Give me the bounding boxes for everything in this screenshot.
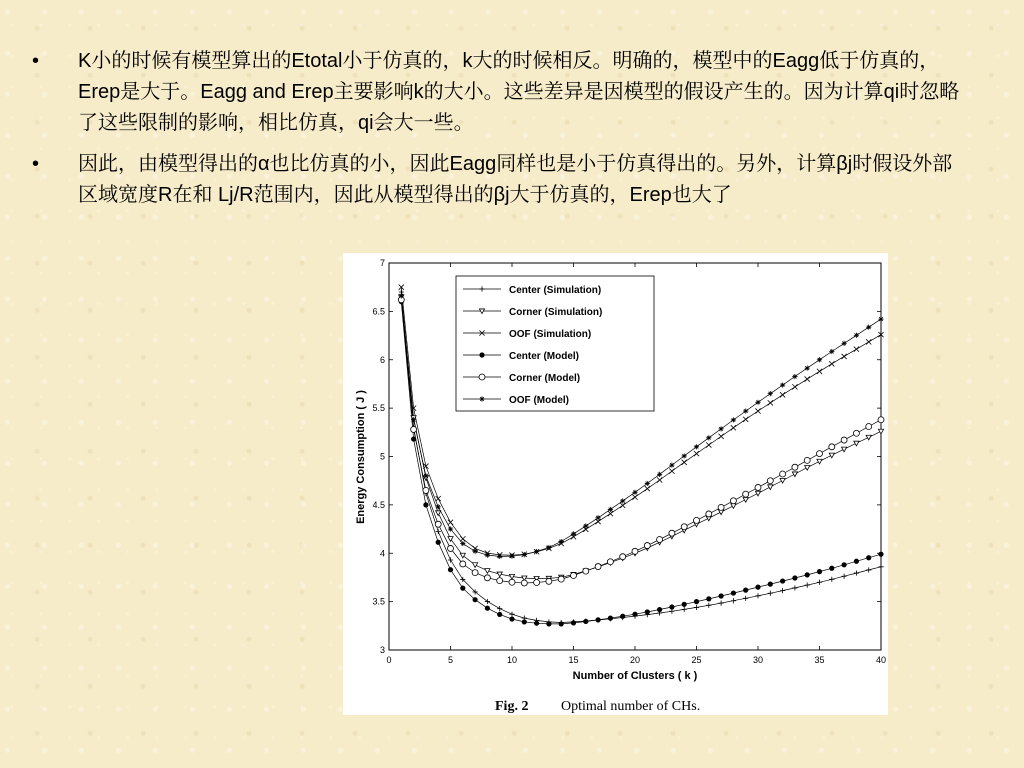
data-point bbox=[448, 545, 454, 551]
data-point bbox=[558, 576, 564, 582]
data-point bbox=[497, 612, 502, 617]
data-point bbox=[743, 491, 749, 497]
data-point bbox=[842, 341, 847, 346]
legend-marker bbox=[479, 396, 484, 401]
legend-label: Center (Simulation) bbox=[509, 285, 602, 296]
data-point bbox=[866, 555, 871, 560]
data-point bbox=[522, 619, 527, 624]
data-point bbox=[583, 568, 589, 574]
data-point bbox=[645, 609, 650, 614]
y-tick-label: 3.5 bbox=[372, 596, 385, 607]
x-tick-label: 30 bbox=[752, 655, 764, 665]
data-point bbox=[632, 548, 638, 554]
data-point bbox=[546, 578, 552, 584]
bullet-item bbox=[30, 46, 970, 139]
data-point bbox=[682, 453, 687, 458]
data-point bbox=[767, 478, 773, 484]
legend-box bbox=[456, 276, 654, 411]
data-point bbox=[460, 561, 466, 567]
data-point bbox=[583, 523, 588, 528]
data-point bbox=[509, 616, 514, 621]
data-point bbox=[854, 559, 859, 564]
data-point bbox=[509, 554, 514, 559]
data-point bbox=[571, 573, 577, 579]
bullet-dot: • bbox=[32, 50, 40, 72]
data-point bbox=[571, 531, 576, 536]
data-point bbox=[817, 569, 822, 574]
data-point bbox=[534, 579, 540, 585]
data-point bbox=[608, 616, 613, 621]
data-point bbox=[792, 575, 797, 580]
bullet-text: 因此，由模型得出的α也比仿真的小，因此Eagg同样也是小于仿真得出的。另外，计算βj时假设外部区域宽度R在和 Lj/R范围内，因此从模型得出的βj大于仿真的，Erep也大了 bbox=[78, 153, 953, 206]
data-point bbox=[460, 541, 465, 546]
data-point bbox=[719, 426, 724, 431]
data-point bbox=[497, 554, 502, 559]
data-point bbox=[596, 515, 601, 520]
data-point bbox=[620, 614, 625, 619]
data-point bbox=[632, 612, 637, 617]
data-point bbox=[423, 487, 429, 493]
data-point bbox=[595, 564, 601, 570]
data-point bbox=[472, 570, 478, 576]
data-point bbox=[731, 590, 736, 595]
legend-label: Corner (Simulation) bbox=[509, 307, 603, 318]
data-point bbox=[484, 575, 490, 581]
bullet-list bbox=[30, 46, 970, 221]
data-point bbox=[669, 530, 675, 536]
x-tick-label: 40 bbox=[875, 655, 887, 665]
data-point bbox=[804, 457, 810, 463]
data-point bbox=[743, 588, 748, 593]
data-point bbox=[841, 437, 847, 443]
data-point bbox=[534, 621, 539, 626]
x-tick-label: 0 bbox=[386, 655, 392, 665]
bullet-text: K小的时候有模型算出的Etotal小于仿真的，k大的时候相反。明确的，模型中的Eagg低于仿真的，Erep是大于。Eagg and Erep主要影响k的大小。这些差异是因模型的假设产生的。因为计算qi时忽略了这些限制的影响，相比仿真，qi会大一些。 bbox=[78, 50, 960, 134]
data-point bbox=[657, 472, 662, 477]
data-point bbox=[817, 451, 823, 457]
data-point bbox=[669, 463, 674, 468]
data-point bbox=[596, 617, 601, 622]
data-point bbox=[694, 517, 700, 523]
y-tick-label: 3 bbox=[379, 645, 385, 655]
data-point bbox=[866, 424, 872, 430]
y-tick-label: 5.5 bbox=[372, 403, 385, 414]
data-point bbox=[768, 582, 773, 587]
data-point bbox=[682, 602, 687, 607]
data-point bbox=[694, 599, 699, 604]
x-tick-label: 5 bbox=[447, 655, 454, 665]
data-point bbox=[878, 417, 884, 423]
data-point bbox=[842, 562, 847, 567]
figure-panel bbox=[343, 253, 888, 715]
data-point bbox=[411, 436, 416, 441]
data-point bbox=[608, 507, 613, 512]
x-tick-label: 20 bbox=[629, 655, 641, 665]
data-point bbox=[694, 444, 699, 449]
data-point bbox=[460, 586, 465, 591]
data-point bbox=[878, 552, 883, 557]
y-axis-label: Energy Consumption ( J ) bbox=[355, 390, 367, 524]
data-point bbox=[669, 604, 674, 609]
legend-label: OOF (Simulation) bbox=[509, 329, 592, 340]
x-tick-label: 35 bbox=[814, 655, 825, 665]
data-point bbox=[755, 484, 761, 490]
x-tick-label: 10 bbox=[506, 655, 518, 665]
data-point bbox=[534, 549, 539, 554]
data-point bbox=[829, 444, 835, 450]
data-point bbox=[853, 430, 859, 436]
data-point bbox=[559, 621, 564, 626]
legend-label: OOF (Model) bbox=[509, 395, 569, 406]
data-point bbox=[780, 471, 786, 477]
legend-label: Corner (Model) bbox=[509, 373, 581, 384]
x-tick-label: 25 bbox=[691, 655, 702, 665]
data-point bbox=[706, 596, 711, 601]
data-point bbox=[805, 366, 810, 371]
data-point bbox=[571, 620, 576, 625]
data-point bbox=[423, 502, 428, 507]
y-tick-label: 6.5 bbox=[372, 306, 385, 317]
y-tick-label: 6 bbox=[379, 354, 385, 365]
data-point bbox=[657, 537, 663, 543]
data-point bbox=[878, 317, 883, 322]
data-point bbox=[521, 580, 527, 586]
figure-caption-label: Fig. 2 bbox=[495, 699, 529, 714]
y-tick-label: 4 bbox=[379, 548, 385, 559]
data-point bbox=[730, 498, 736, 504]
data-point bbox=[706, 511, 712, 517]
y-tick-label: 5 bbox=[379, 451, 385, 462]
legend-marker bbox=[479, 374, 485, 380]
energy-chart bbox=[343, 253, 888, 715]
data-point bbox=[509, 579, 515, 585]
data-point bbox=[719, 593, 724, 598]
data-point bbox=[792, 374, 797, 379]
data-point bbox=[620, 554, 626, 560]
data-point bbox=[780, 578, 785, 583]
data-point bbox=[546, 621, 551, 626]
y-tick-label: 4.5 bbox=[372, 499, 385, 510]
bullet-item bbox=[30, 149, 970, 211]
data-point bbox=[435, 521, 441, 527]
data-point bbox=[755, 585, 760, 590]
data-point bbox=[829, 349, 834, 354]
legend-label: Center (Model) bbox=[509, 351, 579, 362]
data-point bbox=[546, 545, 551, 550]
data-point bbox=[497, 578, 503, 584]
data-point bbox=[522, 552, 527, 557]
data-point bbox=[829, 566, 834, 571]
data-point bbox=[657, 607, 662, 612]
data-point bbox=[706, 435, 711, 440]
data-point bbox=[805, 572, 810, 577]
data-point bbox=[731, 417, 736, 422]
figure-caption-text: Optimal number of CHs. bbox=[561, 699, 701, 714]
data-point bbox=[436, 540, 441, 545]
bullet-dot: • bbox=[32, 153, 40, 175]
legend-marker bbox=[479, 352, 484, 357]
data-point bbox=[755, 400, 760, 405]
data-point bbox=[780, 382, 785, 387]
data-point bbox=[681, 524, 687, 530]
data-point bbox=[448, 567, 453, 572]
data-point bbox=[792, 464, 798, 470]
x-axis-label: Number of Clusters ( k ) bbox=[572, 670, 698, 682]
data-point bbox=[718, 504, 724, 510]
y-tick-label: 7 bbox=[379, 258, 385, 268]
data-point bbox=[583, 619, 588, 624]
data-point bbox=[644, 543, 650, 549]
data-point bbox=[473, 597, 478, 602]
data-point bbox=[485, 606, 490, 611]
data-point bbox=[411, 426, 417, 432]
data-point bbox=[607, 559, 613, 565]
x-tick-label: 15 bbox=[568, 655, 579, 665]
